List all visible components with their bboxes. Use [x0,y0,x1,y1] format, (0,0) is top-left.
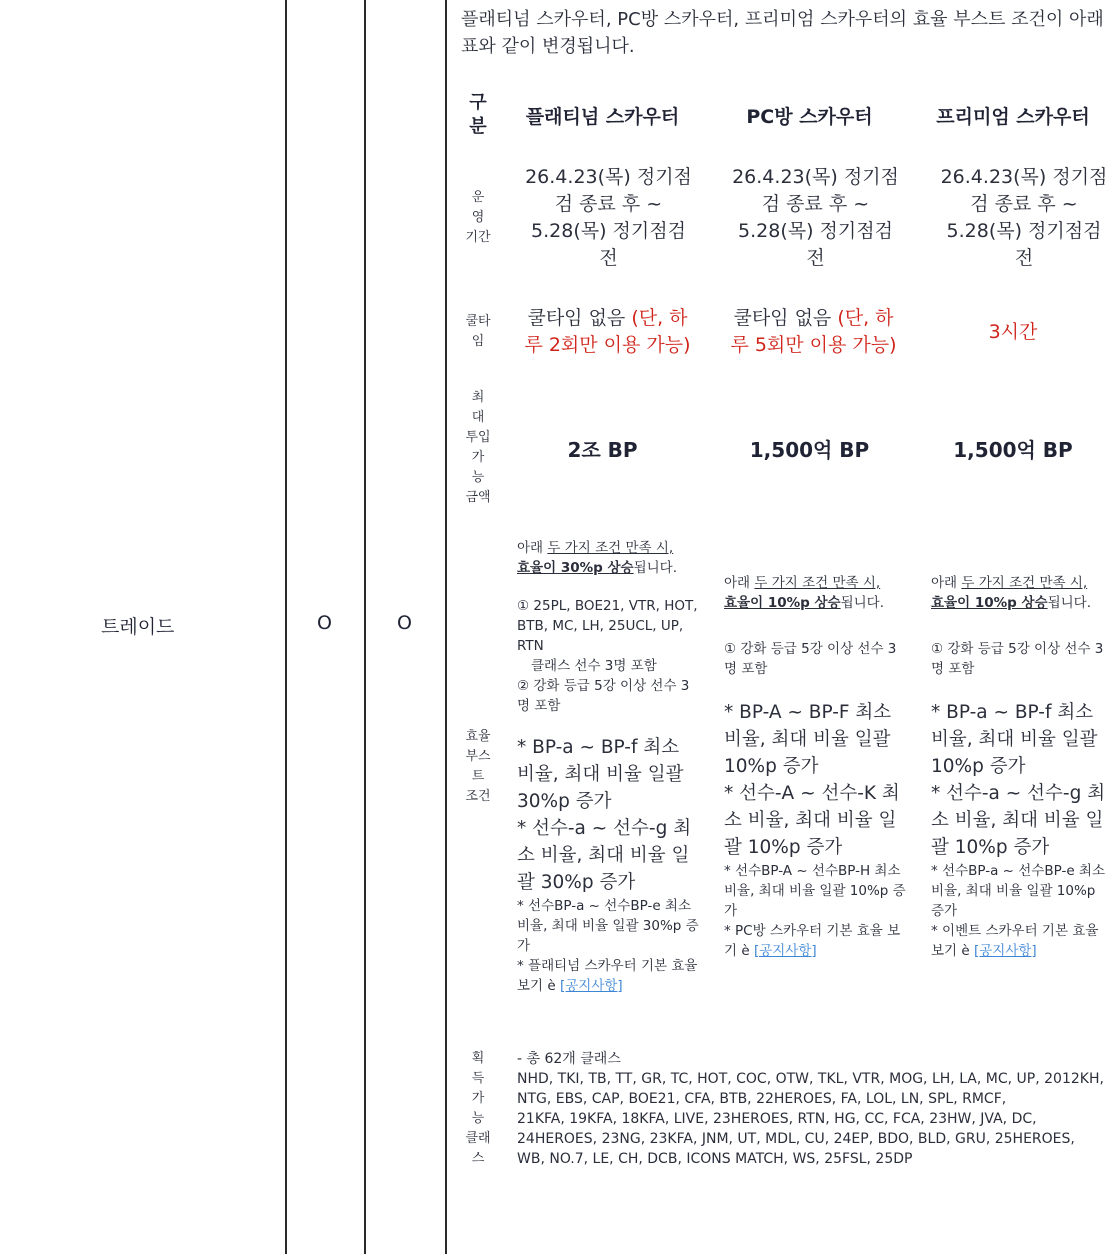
boost-pcbang-base-text: * PC방 스카우터 기본 효율 보기 è [724,923,901,959]
cooltime-platinum-limit: (단, 하루 2회만 이용 가능) [524,307,691,356]
boost-row [457,520,1113,1014]
classes-label [457,1014,499,1204]
intro-text: 플래티넘 스카우터, PC방 스카우터, 프리미엄 스카우터의 효율 부스트 조건이 아래 표와 같이 변경됩니다. [461,9,1104,57]
max-amount-pcbang: 1,500억 BP [749,437,870,462]
boost-platinum-cond2: ② 강화 등급 5강 이상 선수 3명 포함 [517,678,690,714]
max-amount-platinum: 2조 BP [567,437,638,462]
period-premium [913,148,1113,288]
boost-platinum-playerbp: * 선수BP-a ~ 선수BP-e 최소 비율, 최대 비율 일괄 30%p 증가 [517,898,699,954]
boost-pcbang-intro-a: 아래 [724,575,755,591]
boost-platinum-intro [517,538,702,578]
classes-line-3: WB, NO.7, LE, CH, DCB, ICONS MATCH, WS, 25FSL, 25DP [517,1151,913,1167]
cooltime-platinum [499,288,706,376]
boost-premium-base-text: * 이벤트 스카우터 기본 효율 보기 è [931,923,1099,959]
outer-table-divider-3 [445,0,447,1254]
column-header-platinum: 플래티넘 스카우터 [525,105,680,128]
boost-platinum-cond1: ① 25PL, BOE21, VTR, HOT, BTB, MC, LH, 25UCL, UP, RTN [517,598,698,654]
boost-pcbang [706,520,913,1014]
boost-pcbang-base [724,921,909,961]
cooltime-pcbang-normal: 쿨타임 없음 [733,307,838,329]
outer-table-divider-2 [364,0,366,1254]
boost-premium-playerbp: * 선수BP-a ~ 선수BP-e 최소 비율, 최대 비율 일괄 10%p 증가 [931,863,1106,919]
max-amount-premium: 1,500억 BP [953,437,1073,462]
period-label-text: 운 영 기간 [465,190,491,245]
boost-pcbang-player: * 선수-A ~ 선수-K 최소 비율, 최대 비율 일괄 10%p 증가 [724,783,900,858]
boost-pcbang-intro-underline: 두 가지 조건 만족 시, [754,575,881,591]
boost-premium [913,520,1113,1014]
cooltime-pcbang-limit: (단, 하루 5회만 이용 가능) [730,307,897,356]
cooltime-premium [913,288,1113,376]
boost-platinum-intro-underline: 두 가지 조건 만족 시, [547,540,674,556]
outer-row-col2: O [317,612,332,634]
max-amount-row [457,376,1113,520]
cooltime-label-text: 쿨타 임 [465,314,491,349]
max-amount-label-text: 최 대 투입 가 능 금액 [465,390,491,505]
max-amount-label [457,376,499,520]
boost-table-container [457,82,1113,1204]
boost-label-text: 효율 부스 트 조건 [465,729,491,804]
boost-premium-intro-underline: 두 가지 조건 만족 시, [961,575,1088,591]
classes-total: - 총 62개 클래스 [517,1051,621,1067]
header-label-text: 구 분 [469,92,487,137]
boost-pcbang-playerbp: * 선수BP-A ~ 선수BP-H 최소 비율, 최대 비율 일괄 10%p 증가 [724,863,906,919]
boost-premium-base [931,921,1109,961]
boost-premium-intro-bold: 효율이 10%p 상승 [931,595,1048,611]
boost-platinum [499,520,706,1014]
period-pcbang [706,148,913,288]
boost-pcbang-intro-bold: 효율이 10%p 상승 [724,595,841,611]
boost-platinum-base-text: * 플래티넘 스카우터 기본 효율 보기 è [517,958,698,994]
notice-link-pcbang[interactable]: [공지사항] [753,943,817,959]
boost-platinum-intro-bold: 효율이 30%p 상승 [517,560,634,576]
boost-platinum-player: * 선수-a ~ 선수-g 최소 비율, 최대 비율 일괄 30%p 증가 [517,818,692,893]
boost-platinum-intro-a: 아래 [517,540,548,556]
period-pcbang-text: 26.4.23(목) 정기점검 종료 후 ~ 5.28(목) 정기점검 전 [732,166,899,269]
classes-row [457,1014,1113,1204]
period-platinum-text: 26.4.23(목) 정기점검 종료 후 ~ 5.28(목) 정기점검 전 [525,166,692,269]
cooltime-pcbang [706,288,913,376]
cooltime-row [457,288,1113,376]
column-header-premium: 프리미엄 스카우터 [936,105,1090,128]
boost-premium-intro-c: 됩니다. [1047,595,1092,611]
cooltime-premium-value: 3시간 [988,320,1038,343]
boost-pcbang-cond1: ① 강화 등급 5강 이상 선수 3명 포함 [724,641,897,677]
classes-line-2: 21KFA, 19KFA, 18KFA, LIVE, 23HEROES, RTN, HG, CC, FCA, 23HW, JVA, DC, 24HEROES, 23NG, 23KFA, JNM, UT, MDL, CU, 24EP, BDO, BLD, GRU, 25HEROES, [517,1111,1075,1147]
boost-premium-intro-a: 아래 [931,575,962,591]
period-label [457,148,499,288]
boost-premium-bp: * BP-a ~ BP-f 최소 비율, 최대 비율 일괄 10%p 증가 [931,702,1098,777]
outer-row-col3: O [397,612,412,634]
boost-table [457,82,1113,1204]
cooltime-label [457,288,499,376]
boost-pcbang-bp: * BP-A ~ BP-F 최소 비율, 최대 비율 일괄 10%p 증가 [724,702,892,777]
notice-link-platinum[interactable]: [공지사항] [559,978,623,994]
header-row [457,82,1113,148]
cooltime-platinum-normal: 쿨타임 없음 [527,307,632,329]
boost-platinum-intro-c: 됩니다. [633,560,678,576]
boost-premium-player: * 선수-a ~ 선수-g 최소 비율, 최대 비율 일괄 10%p 증가 [931,783,1106,858]
boost-pcbang-intro-c: 됩니다. [840,595,885,611]
boost-platinum-bp: * BP-a ~ BP-f 최소 비율, 최대 비율 일괄 30%p 증가 [517,737,684,812]
boost-label [457,520,499,1014]
boost-premium-intro [931,573,1109,613]
period-premium-text: 26.4.23(목) 정기점검 종료 후 ~ 5.28(목) 정기점검 전 [940,166,1108,269]
period-platinum [499,148,706,288]
outer-table-divider-1 [285,0,287,1254]
boost-premium-cond1: ① 강화 등급 5강 이상 선수 3명 포함 [931,641,1104,677]
notice-link-premium[interactable]: [공지사항] [973,943,1037,959]
boost-platinum-base [517,956,702,996]
boost-platinum-cond1b: 클래스 선수 3명 포함 [531,658,657,674]
outer-row-label: 트레이드 [101,616,175,638]
period-row [457,148,1113,288]
classes-label-text: 획 득 가 능 클래 스 [465,1051,491,1166]
column-header-pcbang: PC방 스카우터 [746,105,873,128]
classes-line-1: NHD, TKI, TB, TT, GR, TC, HOT, COC, OTW, TKL, VTR, MOG, LH, LA, MC, UP, 2012KH, NTG, EBS, CAP, BOE21, CFA, BTB, 22HEROES, FA, LOL, LN, SPL, RMCF, [517,1071,1104,1107]
header-label [457,82,499,148]
boost-pcbang-intro [724,573,909,613]
classes-list [499,1014,1113,1204]
